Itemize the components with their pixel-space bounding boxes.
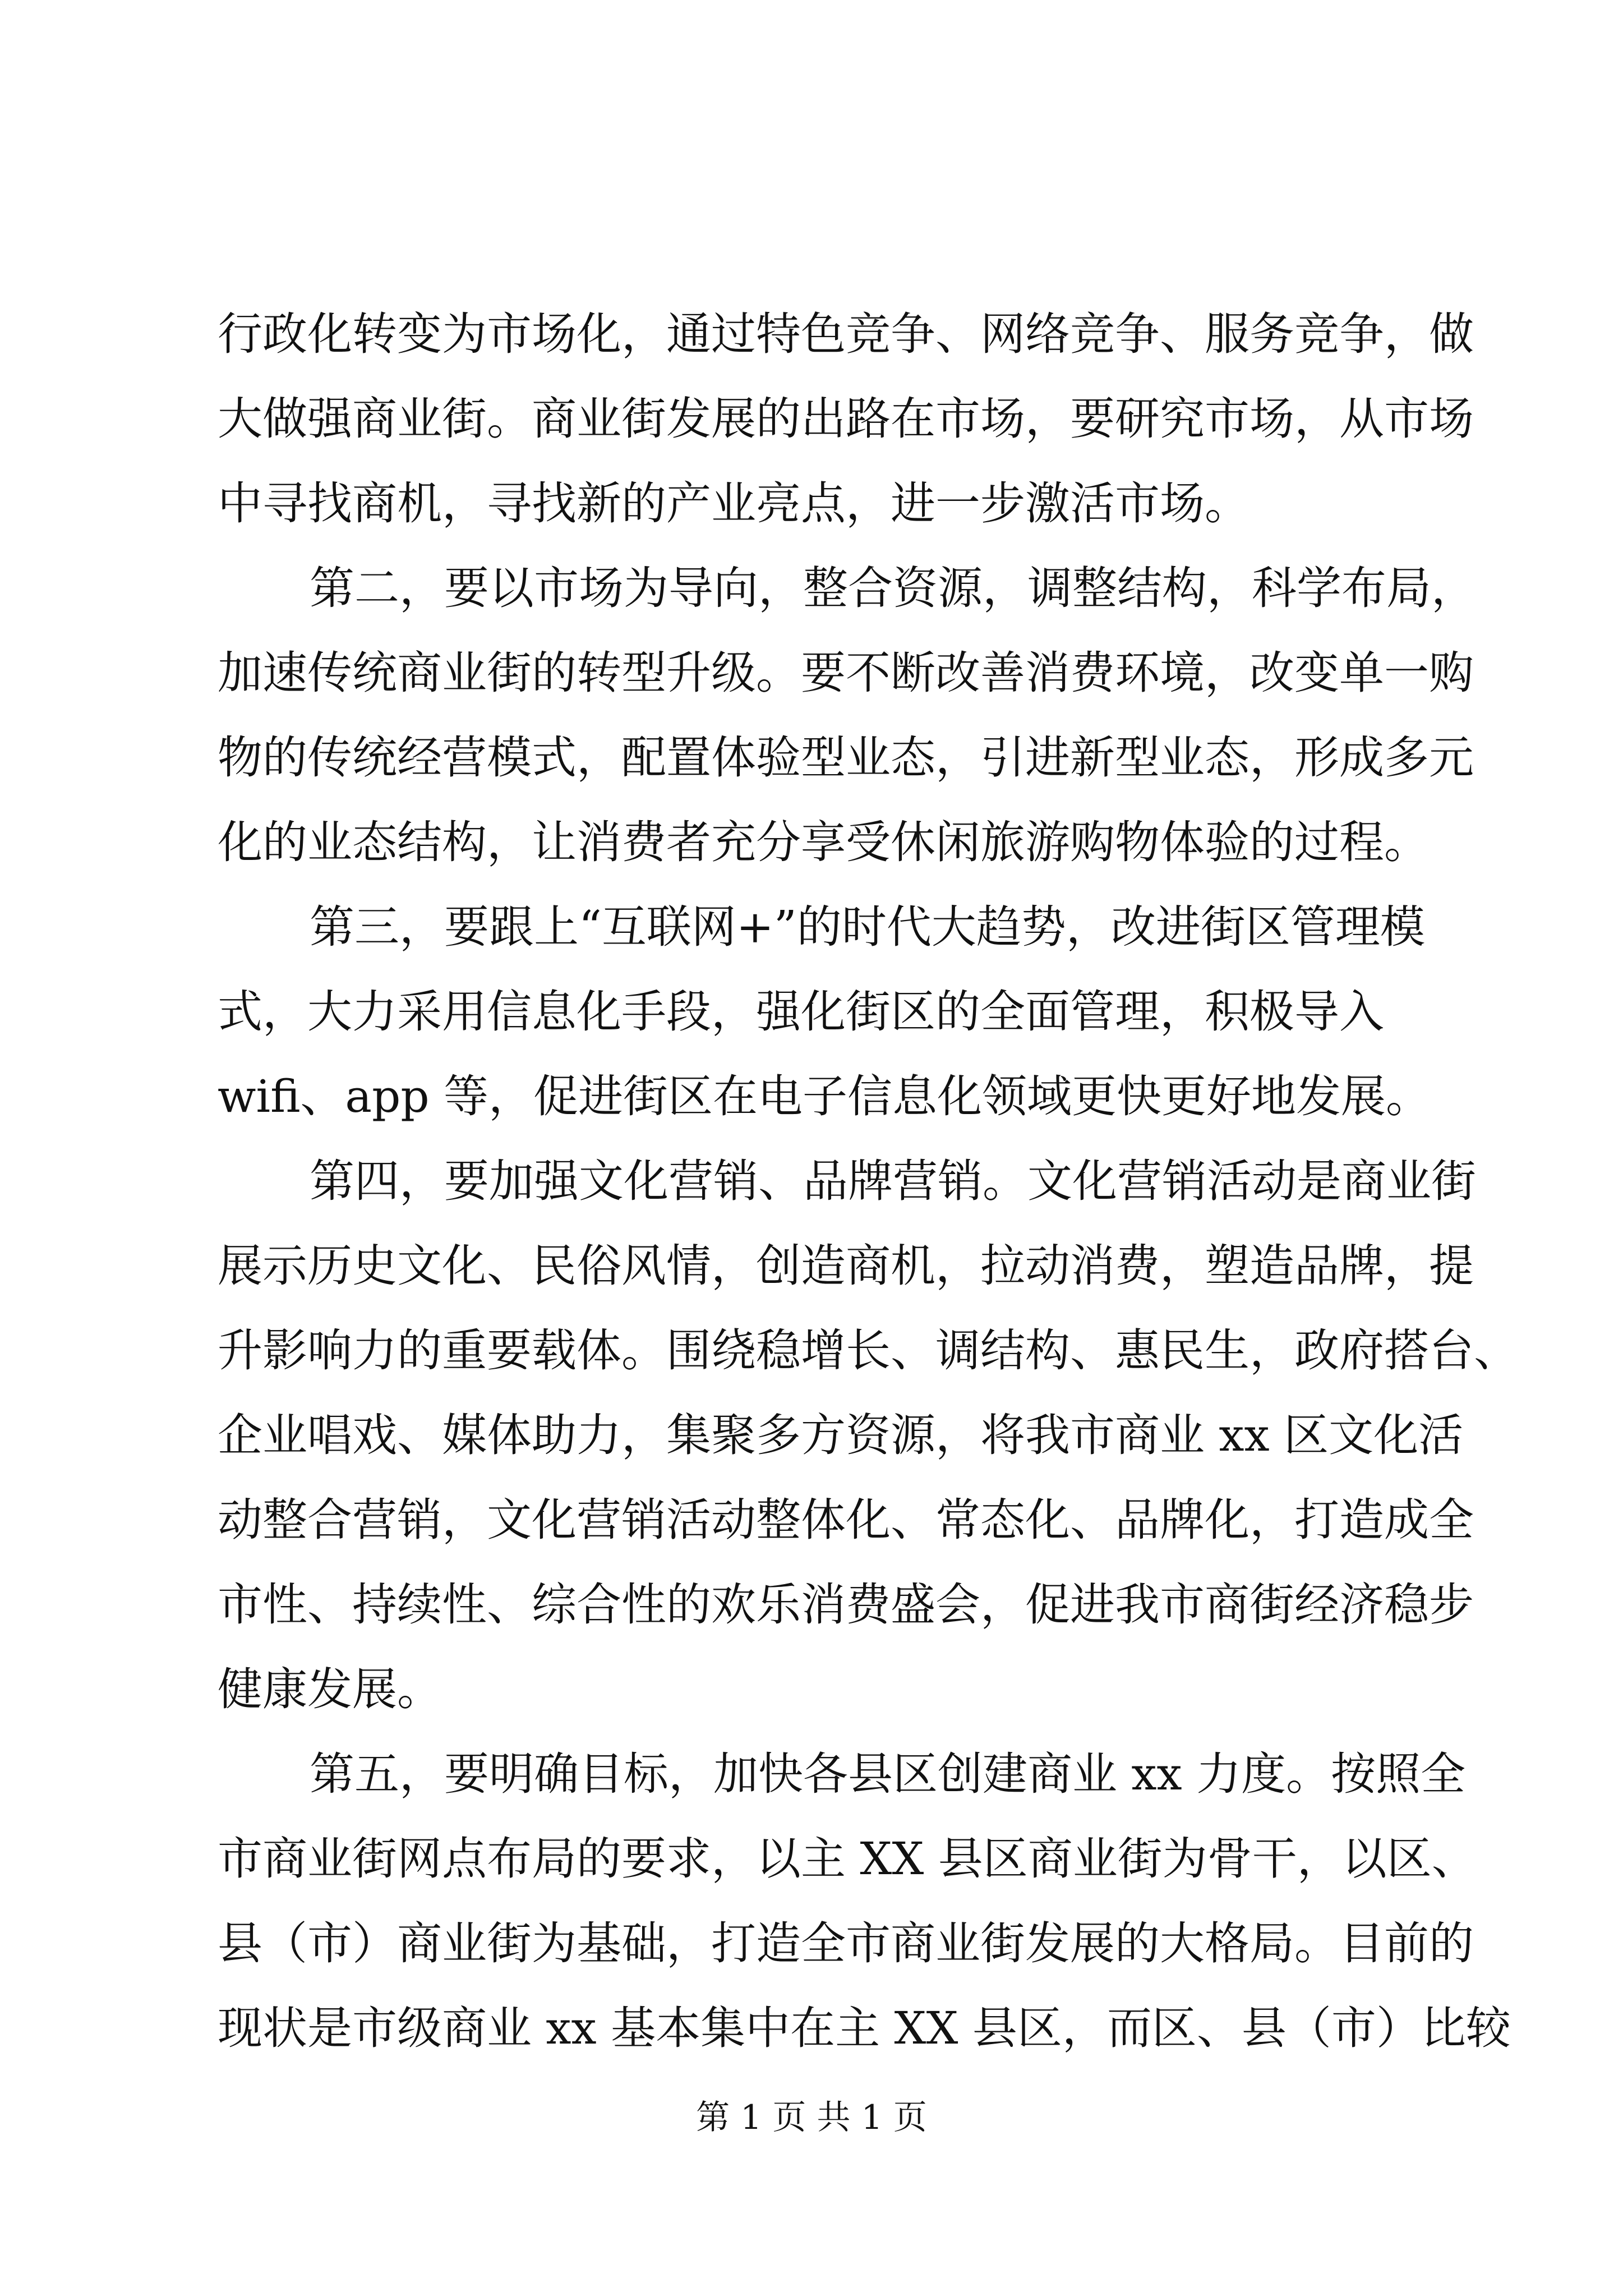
text-line: 县（市）商业街为基础，打造全市商业街发展的大格局。目前的 xyxy=(218,1917,1474,1970)
text-line: 企业唱戏、媒体助力，集聚多方资源，将我市商业 xx 区文化活 xyxy=(218,1409,1464,1461)
text-line: 升影响力的重要载体。围绕稳增长、调结构、惠民生，政府搭台、 xyxy=(218,1324,1519,1377)
paragraph-first-line: 第四，要加强文化营销、品牌营销。文化营销活动是商业街 xyxy=(310,1155,1476,1207)
text-line: 中寻找商机，寻找新的产业亮点，进一步激活市场。 xyxy=(218,477,1249,530)
text-line: 展示历史文化、民俗风情，创造商机，拉动消费，塑造品牌，提 xyxy=(218,1240,1474,1292)
text-line: 健康发展。 xyxy=(218,1663,442,1715)
text-line: 加速传统商业街的转型升级。要不断改善消费环境，改变单一购 xyxy=(218,647,1474,699)
paragraph-first-line: 第三，要跟上“互联网+”的时代大趋势，改进街区管理模 xyxy=(310,901,1425,953)
paragraph-first-line: 第五，要明确目标，加快各县区创建商业 xx 力度。按照全 xyxy=(310,1748,1466,1800)
text-line: 现状是市级商业 xx 基本集中在主 XX 县区，而区、县（市）比较 xyxy=(218,2002,1511,2054)
document-body xyxy=(218,292,1519,2070)
text-line: 化的业态结构，让消费者充分享受休闲旅游购物体验的过程。 xyxy=(218,816,1429,868)
paragraph-first-line: 第二，要以市场为导向，整合资源，调整结构，科学布局， xyxy=(310,562,1476,614)
text-line: 市商业街网点布局的要求，以主 XX 县区商业街为骨干，以区、 xyxy=(218,1833,1477,1885)
text-line: 行政化转变为市场化，通过特色竞争、网络竞争、服务竞争，做 xyxy=(218,308,1474,360)
text-line: 动整合营销，文化营销活动整体化、常态化、品牌化，打造成全 xyxy=(218,1494,1474,1546)
text-line: 式，大力采用信息化手段，强化街区的全面管理，积极导入 xyxy=(218,986,1384,1038)
text-line: wifi、app 等，促进街区在电子信息化领域更快更好地发展。 xyxy=(218,1070,1431,1122)
text-line: 物的传统经营模式，配置体验型业态，引进新型业态，形成多元 xyxy=(218,731,1474,784)
page-footer xyxy=(0,2095,1623,2140)
page-number: 第 1 页 共 1 页 xyxy=(696,2098,927,2137)
text-line: 大做强商业街。商业街发展的出路在市场，要研究市场，从市场 xyxy=(218,393,1474,445)
text-line: 市性、持续性、综合性的欢乐消费盛会，促进我市商街经济稳步 xyxy=(218,1579,1474,1631)
